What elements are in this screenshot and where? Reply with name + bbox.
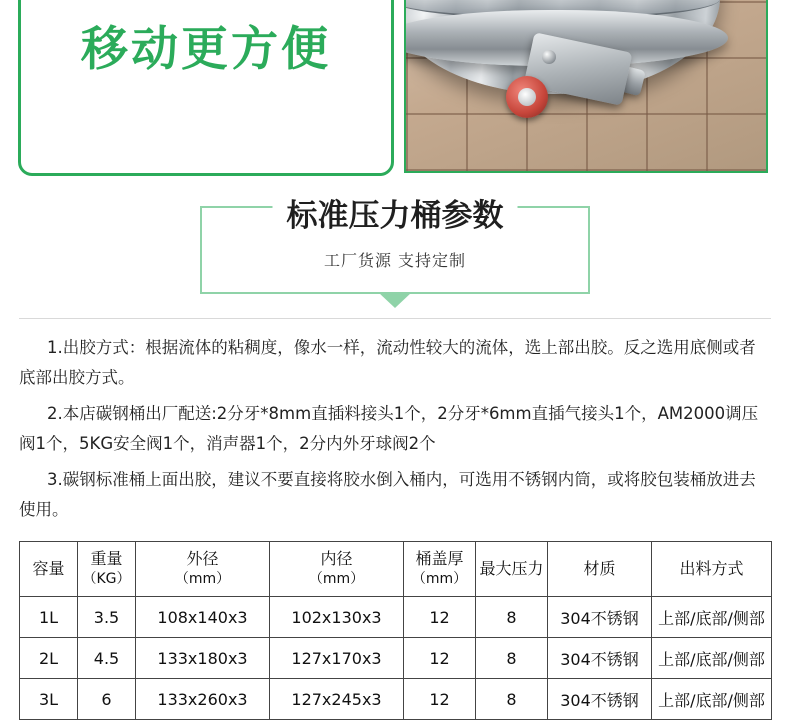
column-header-label: 出料方式 <box>679 559 744 578</box>
column-header <box>136 542 270 597</box>
column-header <box>476 542 548 597</box>
table-cell: 127x170x3 <box>270 638 404 679</box>
column-header-label: 容量 <box>32 559 65 578</box>
chevron-down-icon <box>378 292 412 308</box>
table-cell: 127x245x3 <box>270 679 404 720</box>
column-header-label: 材质 <box>583 559 616 578</box>
table-cell: 304不锈钢 <box>548 597 652 638</box>
column-header-label: 最大压力 <box>479 559 544 578</box>
paragraph-1: 1.出胶方式：根据流体的粘稠度，像水一样，流动性较大的流体，选上部出胶。反之选用底侧或者底部出胶方式。 <box>19 338 756 387</box>
section-subtitle: 工厂货源 支持定制 <box>323 251 467 270</box>
top-banner-section <box>0 0 790 180</box>
table-cell: 133x180x3 <box>136 638 270 679</box>
column-header-unit: （mm） <box>411 571 468 587</box>
column-header-label: 桶盖厚 <box>415 549 464 568</box>
slogan-text: 移动更方便 <box>81 22 331 77</box>
column-header <box>78 542 136 597</box>
column-header-label: 外径 <box>186 549 219 568</box>
column-header-unit: （KG） <box>82 571 131 587</box>
section-title: 标准压力桶参数 <box>273 190 518 235</box>
caster-bolt-graphic <box>542 50 556 64</box>
paragraph-3: 3.碳钢标准桶上面出胶，建议不要直接将胶水倒入桶内，可选用不锈钢内筒，或将胶包装桶放进去使用。 <box>19 470 756 519</box>
table-cell: 8 <box>476 679 548 720</box>
table-cell: 133x260x3 <box>136 679 270 720</box>
column-header <box>404 542 476 597</box>
table-cell: 1L <box>20 597 78 638</box>
table-cell: 2L <box>20 638 78 679</box>
table-cell: 108x140x3 <box>136 597 270 638</box>
column-header-label: 内径 <box>320 549 353 568</box>
table-cell: 上部/底部/侧部 <box>652 679 772 720</box>
table-cell: 12 <box>404 638 476 679</box>
caster-wheel-hub-graphic <box>518 88 536 106</box>
section-title-banner <box>200 198 590 294</box>
table-cell: 上部/底部/侧部 <box>652 597 772 638</box>
column-header <box>270 542 404 597</box>
table-header-row <box>20 542 772 597</box>
table-cell: 3.5 <box>78 597 136 638</box>
product-photo <box>404 0 768 173</box>
table-cell: 8 <box>476 597 548 638</box>
column-header <box>548 542 652 597</box>
description-paragraphs <box>19 333 771 525</box>
column-header-unit: （mm） <box>174 571 231 587</box>
paragraph-2: 2.本店碳钢桶出厂配送:2分牙*8mm直插料接头1个，2分牙*6mm直插气接头1个，AM2000调压阀1个，5KG安全阀1个，消声器1个，2分内外牙球阀2个 <box>19 404 759 453</box>
table-row <box>20 597 772 638</box>
slogan-card <box>18 0 394 176</box>
table-cell: 304不锈钢 <box>548 679 652 720</box>
table-cell: 4.5 <box>78 638 136 679</box>
column-header-unit: （mm） <box>308 571 365 587</box>
spec-table-wrapper <box>19 541 771 720</box>
column-header <box>652 542 772 597</box>
table-cell: 304不锈钢 <box>548 638 652 679</box>
spec-table <box>19 541 772 720</box>
table-cell: 6 <box>78 679 136 720</box>
table-cell: 12 <box>404 679 476 720</box>
horizontal-divider <box>19 318 771 319</box>
table-row <box>20 679 772 720</box>
table-cell: 3L <box>20 679 78 720</box>
table-cell: 12 <box>404 597 476 638</box>
table-cell: 8 <box>476 638 548 679</box>
table-row <box>20 638 772 679</box>
table-cell: 102x130x3 <box>270 597 404 638</box>
column-header-label: 重量 <box>90 549 123 568</box>
column-header <box>20 542 78 597</box>
table-cell: 上部/底部/侧部 <box>652 638 772 679</box>
